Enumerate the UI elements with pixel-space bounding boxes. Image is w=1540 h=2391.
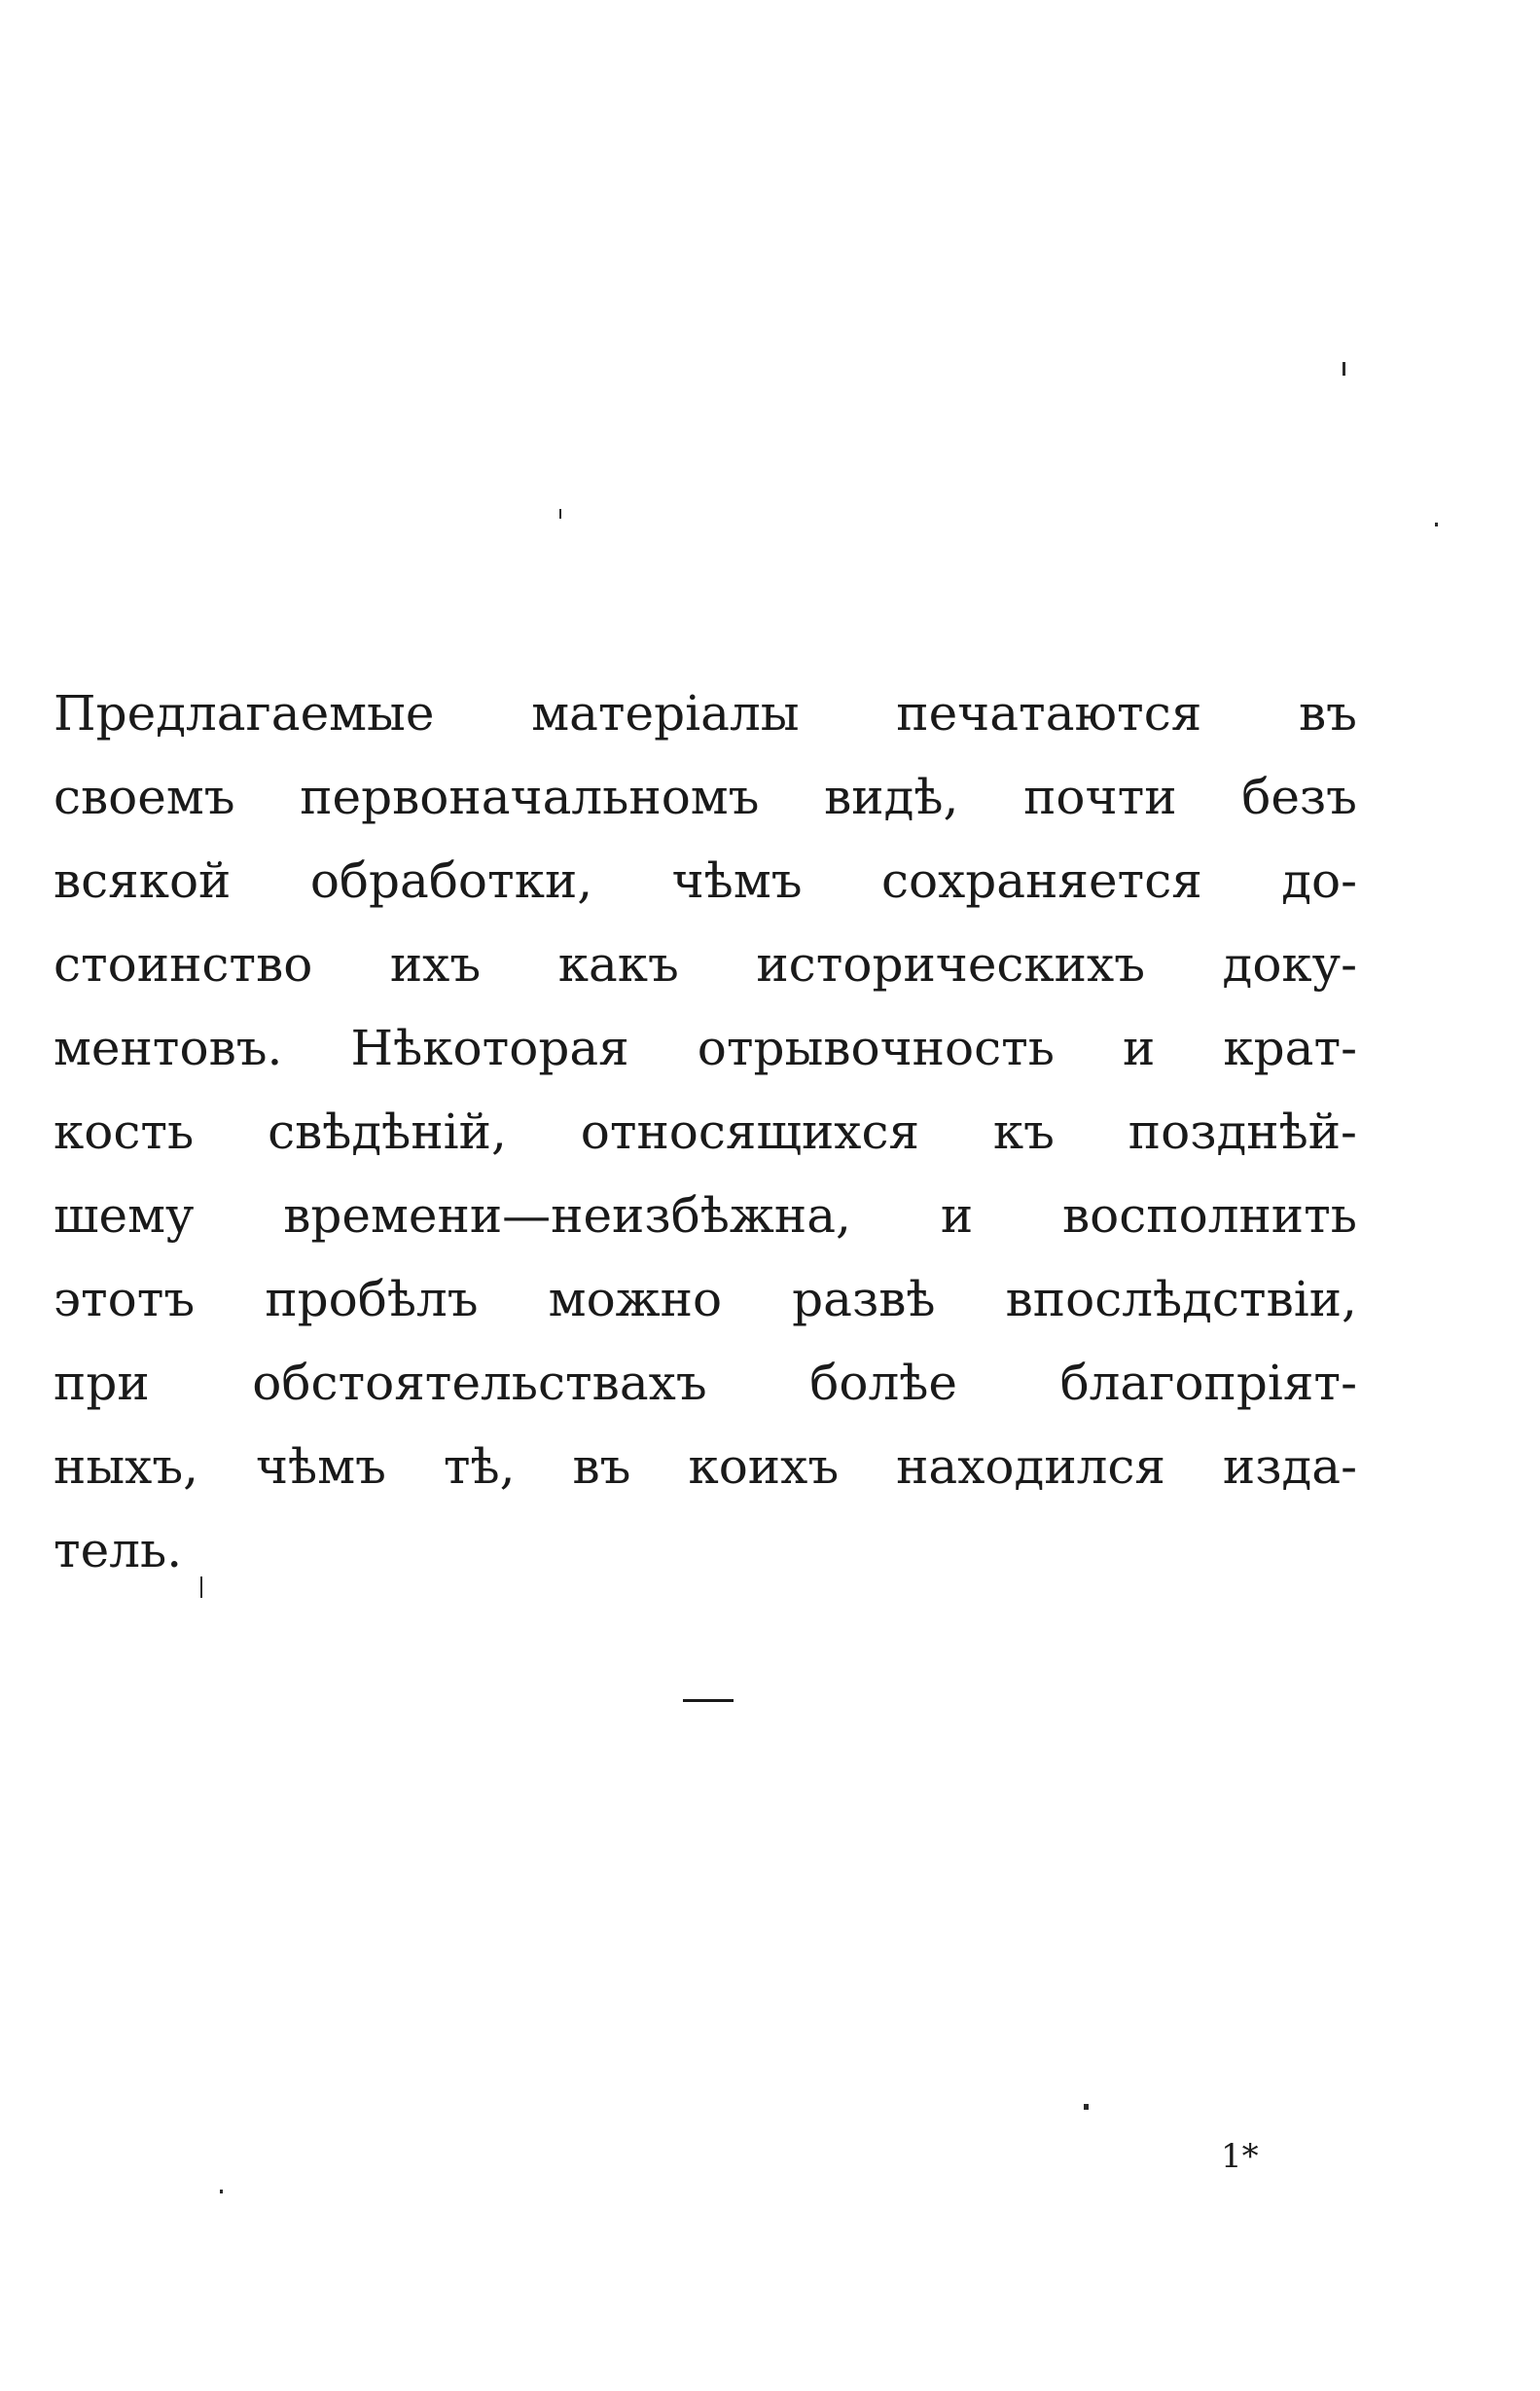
text-line (54, 1257, 1357, 1341)
text-line (54, 923, 1357, 1006)
scan-speck (1343, 362, 1345, 376)
text-line (54, 1508, 1357, 1592)
word: времени—неизбѣжна, (283, 1187, 851, 1244)
word: чѣмъ (255, 1438, 386, 1495)
word: благопріят- (1059, 1355, 1357, 1411)
word: въ (1299, 685, 1357, 742)
word: и (940, 1187, 974, 1244)
word: впослѣдствіи, (1005, 1271, 1357, 1327)
word: свѣдѣній, (268, 1104, 507, 1160)
scan-speck (1435, 523, 1438, 526)
section-separator (683, 1699, 734, 1702)
text-line (54, 755, 1357, 839)
text-line (54, 1006, 1357, 1090)
word: сохраняется (880, 852, 1202, 909)
word: болѣе (809, 1355, 957, 1411)
word: и (1123, 1020, 1156, 1076)
word: обстоятельствахъ (252, 1355, 707, 1411)
word: восполнить (1062, 1187, 1357, 1244)
word: стоинство (54, 936, 313, 993)
word: въ (572, 1438, 631, 1495)
word: всякой (54, 852, 232, 909)
word: обработки, (309, 852, 593, 909)
word: историческихъ (756, 936, 1146, 993)
word: Предлагаемые (54, 685, 435, 742)
word: крат- (1223, 1020, 1357, 1076)
word: отрывочность (697, 1020, 1055, 1076)
word: до- (1281, 852, 1357, 909)
word: пробѣлъ (265, 1271, 479, 1327)
word: тель. (54, 1522, 183, 1578)
word: относящихся (580, 1104, 920, 1160)
word: ныхъ, (54, 1438, 199, 1495)
text-line (54, 1174, 1357, 1257)
scan-speck (559, 509, 561, 519)
word: какъ (557, 936, 679, 993)
word: коихъ (688, 1438, 840, 1495)
text-line (54, 839, 1357, 923)
word: шему (54, 1187, 195, 1244)
word: можно (548, 1271, 723, 1327)
word: при (54, 1355, 150, 1411)
text-line (54, 1341, 1357, 1425)
word: печатаются (896, 685, 1202, 742)
word: Нѣкоторая (350, 1020, 629, 1076)
word: ментовъ. (54, 1020, 283, 1076)
text-line (54, 1425, 1357, 1508)
scan-speck (1084, 2104, 1089, 2110)
word: первоначальномъ (300, 769, 760, 825)
word: изда- (1222, 1438, 1357, 1495)
word: своемъ (54, 769, 235, 825)
word: безъ (1241, 769, 1357, 825)
word: кость (54, 1104, 195, 1160)
main-paragraph (54, 671, 1357, 1592)
word: находился (896, 1438, 1165, 1495)
word: къ (992, 1104, 1055, 1160)
word: видѣ, (824, 769, 959, 825)
word: развѣ (792, 1271, 936, 1327)
word: ихъ (389, 936, 482, 993)
word: чѣмъ (671, 852, 803, 909)
word: позднѣй- (1128, 1104, 1357, 1160)
word: этотъ (54, 1271, 196, 1327)
word: доку- (1222, 936, 1357, 993)
word: матеріалы (531, 685, 800, 742)
word: почти (1023, 769, 1177, 825)
scan-speck (220, 2190, 223, 2193)
text-line (54, 671, 1357, 755)
signature-mark: 1* (1221, 2137, 1259, 2176)
word: тѣ, (443, 1438, 516, 1495)
text-line (54, 1090, 1357, 1174)
